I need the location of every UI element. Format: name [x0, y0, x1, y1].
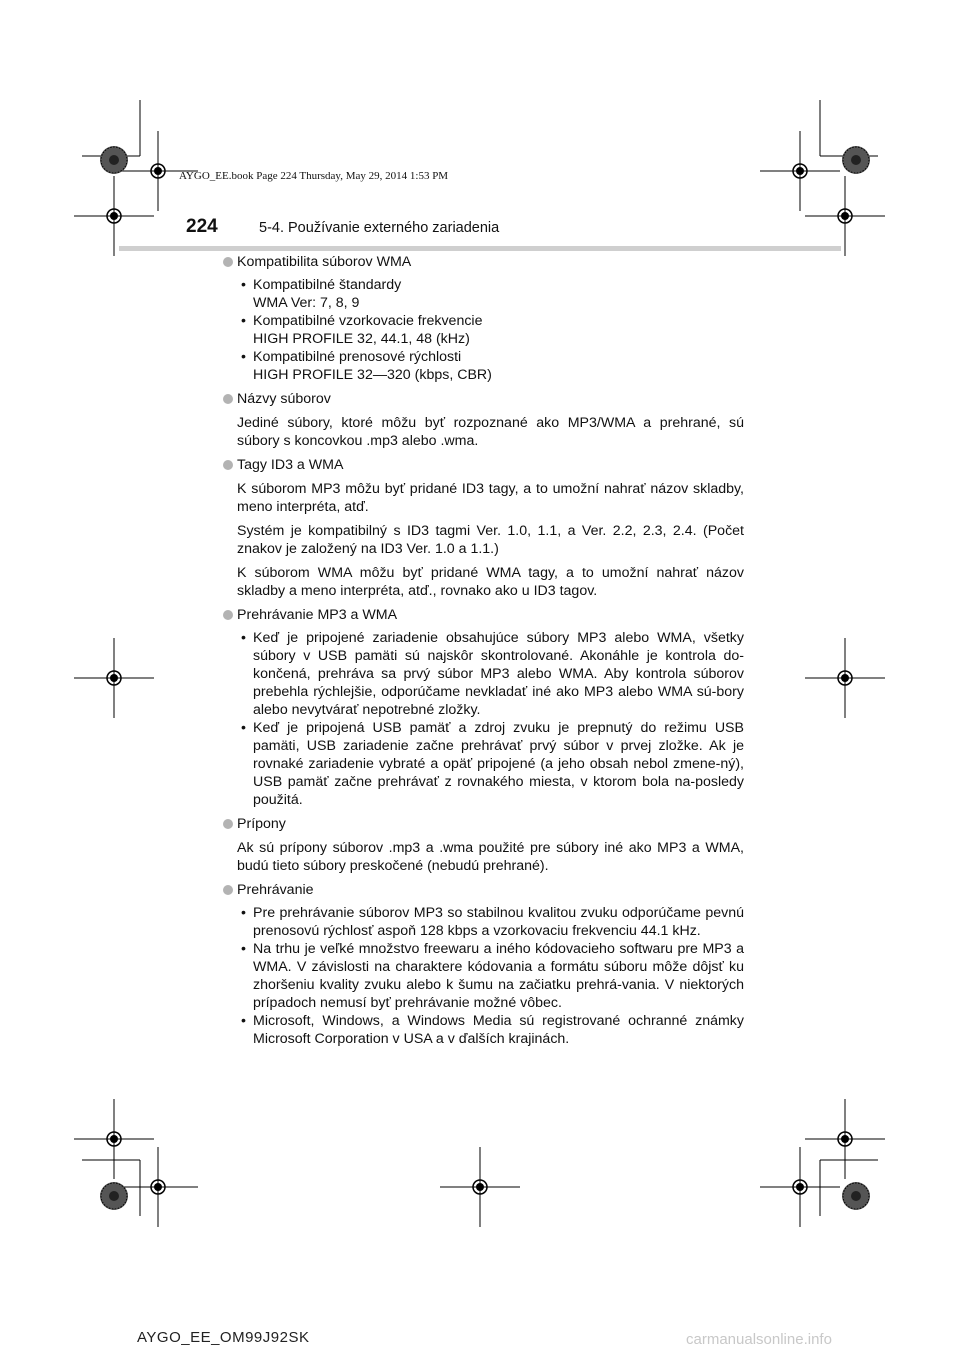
paragraph: Ak sú prípony súborov .mp3 a .wma použité pre súbory iné ako MP3 a WMA, budú tieto súbory preskočené (nebudú prehrané).: [237, 840, 744, 874]
section-id3-tags: [222, 456, 744, 474]
paragraph: K súborom WMA môžu byť pridané WMA tagy, a to umožní nahrať názov skladby a meno interpréta, atď., rovnako ako u ID3 tagov.: [237, 565, 744, 599]
page-content: [222, 253, 744, 1048]
section-title: Tagy ID3 a WMA: [237, 457, 344, 473]
list-item: • Na trhu je veľké množstvo freewaru a iného kódovacieho softwaru pre MP3 a WMA. V závislosti na charaktere kódovania a formátu súboru môže dôjsť ku zhoršeniu kvality zvuku alebo k šumu na začiatku prehrá-vania. V niektorých prípadoch nemusí byť prehrávanie možné vôbec.: [237, 940, 744, 1012]
watermark[interactable]: carmanualsonline.info: [686, 1331, 832, 1348]
section-header-title: 5-4. Používanie externého zariadenia: [259, 220, 500, 236]
paragraph: Systém je kompatibilný s ID3 tagmi Ver. 1.0, 1.1, a Ver. 2.2, 2.3, 2.4. (Počet znakov je založený na ID3 Ver. 1.0 a 1.1.): [237, 523, 744, 557]
footer-code: AYGO_EE_OM99J92SK: [137, 1329, 310, 1346]
bullet-dot-icon: [223, 610, 233, 620]
bullet-dot-icon: [223, 460, 233, 470]
header-rule: [119, 246, 841, 251]
bullet-dot-icon: [223, 257, 233, 267]
bullet-dot-icon: [223, 394, 233, 404]
page-number: 224: [186, 216, 218, 237]
section-wma-compatibility: [222, 253, 744, 271]
section-extensions: [222, 815, 744, 833]
list-item: • Keď je pripojená USB pamäť a zdroj zvuku je prepnutý do režimu USB pamäti, USB zariadenie začne prehrávať prvý súbor v prvej zložke. Ak je rovnaké zariadenie vybraté a opäť pripojené (a jeho obsah nebol zmene-ný), USB pamäť začne prehrávať z rovnakého miesta, v ktorom bola na-posledy použitá.: [237, 719, 744, 809]
bullet-dot-icon: [223, 819, 233, 829]
section-title: Prehrávanie MP3 a WMA: [237, 607, 398, 623]
list-item: • Pre prehrávanie súborov MP3 so stabilnou kvalitou zvuku odporúčame pevnú prenosovú rýchlosť aspoň 128 kbps a vzorkovaciu frekvenciu 44.1 kHz.: [237, 904, 744, 940]
list-item: • Keď je pripojené zariadenie obsahujúce súbory MP3 alebo WMA, všetky súbory v USB pamäti sú najskôr skontrolované. Akonáhle je kontrola do-končená, prehráva sa prvý súbor MP3 alebo WMA. Aby kontrola súborov prebehla rýchlejšie, odporúčame nevkladať iné ako MP3 alebo WMA sú-bory alebo nevytvárať nepotrebné zložky.: [237, 629, 744, 719]
section-mp3-wma-playback: [222, 606, 744, 624]
bullet-list: [237, 276, 744, 384]
bullet-list: [237, 629, 744, 809]
section-file-names: [222, 390, 744, 408]
list-item: • Kompatibilné štandardy WMA Ver: 7, 8, 9: [237, 276, 744, 312]
bullet-list: [237, 904, 744, 1048]
paragraph: Jediné súbory, ktoré môžu byť rozpoznané ako MP3/WMA a prehrané, sú súbory s koncovkou .mp3 alebo .wma.: [237, 415, 744, 449]
section-title: Prípony: [237, 816, 286, 832]
section-playback: [222, 881, 744, 899]
list-item: • Kompatibilné vzorkovacie frekvencie HIGH PROFILE 32, 44.1, 48 (kHz): [237, 312, 744, 348]
list-item: • Microsoft, Windows, a Windows Media sú registrované ochranné známky Microsoft Corporation v USA a v ďalších krajinách.: [237, 1012, 744, 1048]
bullet-dot-icon: [223, 885, 233, 895]
print-info: AYGO_EE.book Page 224 Thursday, May 29, 2014 1:53 PM: [179, 170, 449, 182]
section-title: Názvy súborov: [237, 391, 331, 407]
section-title: Kompatibilita súborov WMA: [237, 254, 412, 270]
list-item: • Kompatibilné prenosové rýchlosti HIGH PROFILE 32—320 (kbps, CBR): [237, 348, 744, 384]
section-title: Prehrávanie: [237, 882, 314, 898]
paragraph: K súborom MP3 môžu byť pridané ID3 tagy, a to umožní nahrať názov skladby, meno interpréta, atď.: [237, 481, 744, 515]
